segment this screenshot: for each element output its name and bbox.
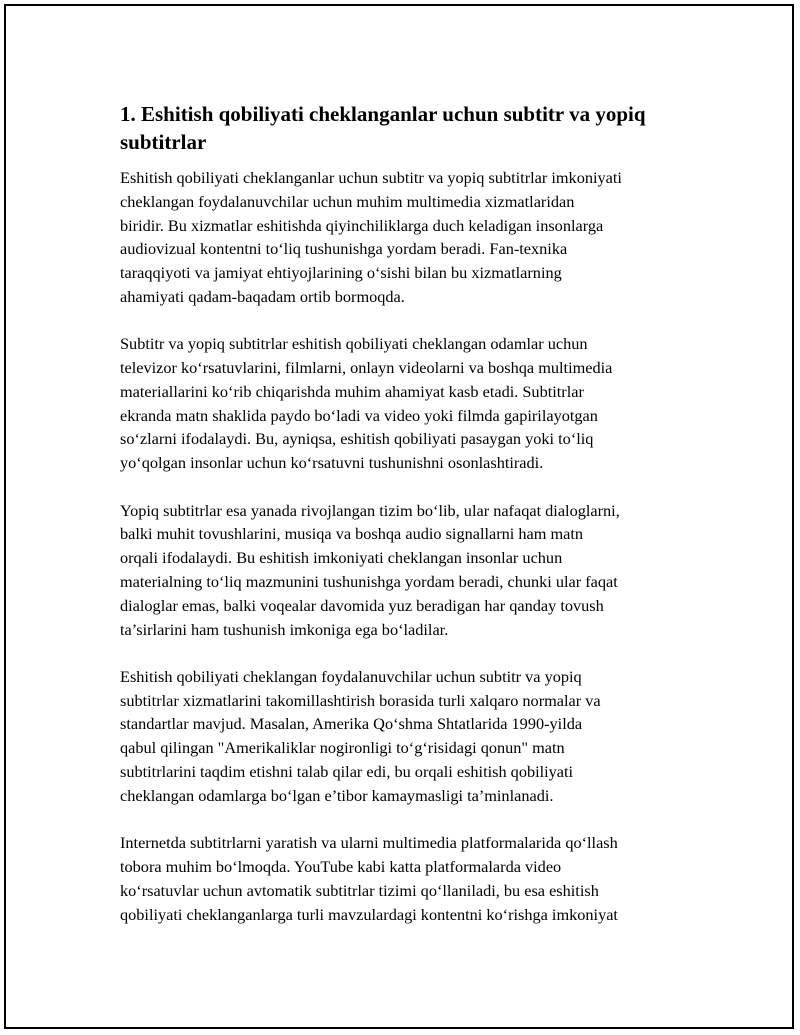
paragraph-1 xyxy=(120,166,700,309)
text-line: qabul qilingan "Amerikaliklar nogironligi to‘g‘risidagi qonun" matn xyxy=(120,738,565,758)
text-line: ekranda matn shaklida paydo bo‘ladi va video yoki filmda gapirilayotgan xyxy=(120,405,598,425)
text-line: subtitrlar xizmatlarini takomillashtirish borasida turli xalqaro normalar va xyxy=(120,690,601,710)
text-line: Subtitr va yopiq subtitrlar eshitish qobiliyati cheklangan odamlar uchun xyxy=(120,334,588,354)
paragraph-4 xyxy=(120,665,700,808)
text-line: orqali ifodalaydi. Bu eshitish imkoniyati cheklangan insonlar uchun xyxy=(120,548,563,568)
text-line: yo‘qolgan insonlar uchun ko‘rsatuvni tushunishni osonlashtiradi. xyxy=(120,453,544,473)
text-line: ahamiyati qadam-baqadam ortib bormoqda. xyxy=(120,286,405,306)
text-line: materiallarini ko‘rib chiqarishda muhim ahamiyat kasb etadi. Subtitrlar xyxy=(120,381,584,401)
paragraph-3 xyxy=(120,499,700,642)
document-title xyxy=(120,100,700,156)
text-line: cheklangan odamlarga bo‘lgan e’tibor kamaymasligi ta’minlanadi. xyxy=(120,785,554,805)
text-line: materialning to‘liq mazmunini tushunishga yordam beradi, chunki ular faqat xyxy=(120,571,618,591)
document-title-line: 1. Eshitish qobiliyati cheklanganlar uchun subtitr va yopiq xyxy=(120,102,646,126)
text-line: Eshitish qobiliyati cheklanganlar uchun subtitr va yopiq subtitrlar imkoniyati xyxy=(120,168,622,187)
text-line: audiovizual kontentni to‘liq tushunishga yordam beradi. Fan-texnika xyxy=(120,239,568,259)
page-frame xyxy=(4,4,794,1029)
text-line: ko‘rsatuvlar uchun avtomatik subtitrlar tizimi qo‘llaniladi, bu esa eshitish xyxy=(120,880,599,900)
text-line: taraqqiyoti va jamiyat ehtiyojlarining o‘sishi bilan bu xizmatlarning xyxy=(120,263,562,283)
text-line: Internetda subtitrlarni yaratish va ularni multimedia platformalarida qo‘llash xyxy=(120,833,618,853)
document-title-line: subtitrlar xyxy=(120,130,207,154)
document-body xyxy=(120,100,700,950)
text-line: ta’sirlarini ham tushunish imkoniga ega bo‘ladilar. xyxy=(120,619,449,639)
text-line: biridir. Bu xizmatlar eshitishda qiyinchiliklarga duch keladigan insonlarga xyxy=(120,215,604,235)
text-line: so‘zlarni ifodalaydi. Bu, ayniqsa, eshitish qobiliyati pasaygan yoki to‘liq xyxy=(120,429,594,449)
text-line: subtitrlarini taqdim etishni talab qilar edi, bu orqali eshitish qobiliyati xyxy=(120,762,574,782)
text-line: tobora muhim bo‘lmoqda. YouTube kabi katta platformalarda video xyxy=(120,856,562,876)
text-line: televizor ko‘rsatuvlarini, filmlarni, onlayn videolarni va boshqa multimedia xyxy=(120,358,613,378)
text-line: Eshitish qobiliyati cheklangan foydalanuvchilar uchun subtitr va yopiq xyxy=(120,666,582,686)
text-line: balki muhit tovushlarini, musiqa va boshqa audio signallarni ham matn xyxy=(120,524,584,544)
paragraph-2 xyxy=(120,332,700,475)
text-line: dialoglar emas, balki voqealar davomida yuz beradigan har qanday tovush xyxy=(120,595,604,615)
text-line: cheklangan foydalanuvchilar uchun muhim multimedia xizmatlaridan xyxy=(120,191,575,211)
paragraph-5 xyxy=(120,831,700,926)
text-line: Yopiq subtitrlar esa yanada rivojlangan tizim bo‘lib, ular nafaqat dialoglarni, xyxy=(120,500,620,520)
text-line: qobiliyati cheklanganlarga turli mavzulardagi kontentni ko‘rishga imkoniyat xyxy=(120,904,618,924)
text-line: standartlar mavjud. Masalan, Amerika Qo‘shma Shtatlarida 1990-yilda xyxy=(120,714,583,734)
